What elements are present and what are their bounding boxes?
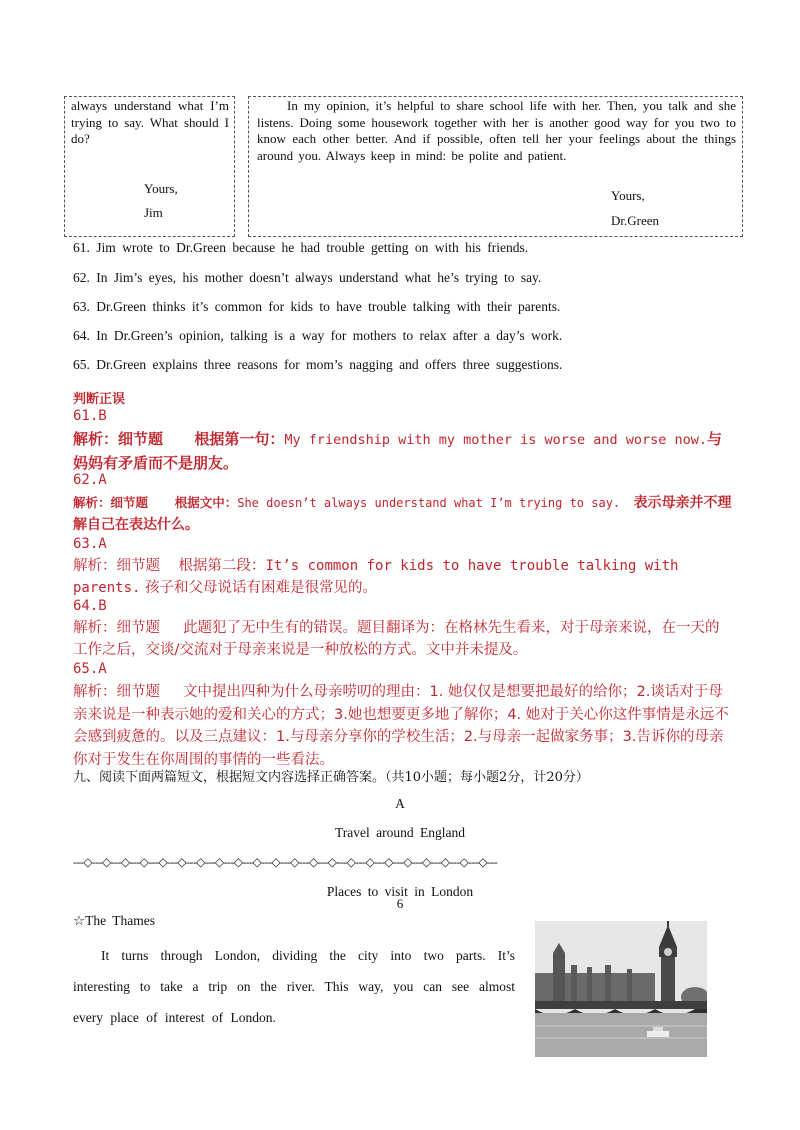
answer-62-basis: 根据文中： [174,495,238,510]
letter-right-box [248,96,743,237]
answer-64-label: 解析：细节题 [73,620,160,636]
answer-65-explanation [73,681,733,771]
london-big-ben-photo [535,921,707,1057]
decorative-divider: ---◇---◇---◇---◇---◇---◇---◇---◇---◇---◇---◇---◇---◇---◇---◇---◇---◇---◇---◇---◇---◇---◇--- [73,855,498,869]
answer-61-explanation [73,428,733,475]
answer-64-key: 64.B [73,598,107,614]
answer-63-key: 63.A [73,536,107,552]
question-62: 62. In Jim’s eyes, his mother doesn’t always understand what he’s trying to say. [73,270,542,285]
question-61: 61. Jim wrote to Dr.Green because he had trouble getting on with his friends. [73,240,529,255]
letter-left-signature: Jim [144,205,163,220]
answer-62-label: 解析：细节题 [73,495,149,510]
item-text-thames: It turns through London, dividing the city into two parts. It’s interesting to take a trip on the river. This way, you can see almost every place of interest of London. [73,948,515,1025]
letter-left-box [64,96,235,237]
answer-65-note: 文中提出四种为什么母亲唠叨的理由：1. 她仅仅是想要把最好的给你；2.谈话对于母亲来说是一种表示她的爱和关心的方式；3.她也想要更多地了解你；4. 她对于关心你这件事情是永远不会感到疲惫的。以及三点建议：1.与母亲分享你的学校生活；2.与母亲一起做家务事；3.告诉你的母亲你对于发生在你周围的事情的一些看法。 [73,684,729,768]
answer-64-note: 此题犯了无中生有的错误。题目翻译为：在格林先生看来，对于母亲来说，在一天的工作之后，交谈/交流对于母亲来说是一种放松的方式。文中并未提及。 [73,620,720,658]
letter-left-body: always understand what I’m trying to say. What should I do? [71,98,229,146]
letter-right-signature: Dr.Green [611,213,660,228]
answer-63-basis: 根据第二段： [178,558,266,574]
london-skyline-icon [535,921,707,1057]
answer-61-label: 解析：细节题 [73,430,164,448]
passage-subtitle: Places to visit in London [326,884,474,899]
answer-63-quote: It’s common for kids to have trouble talking with parents. [73,558,679,596]
answer-61-quote: My friendship with my mother is worse and worse now. [284,432,708,448]
question-65: 65. Dr.Green explains three reasons for mom’s nagging and offers three suggestions. [73,357,563,372]
question-64: 64. In Dr.Green’s opinion, talking is a way for mothers to relax after a day’s work. [73,328,563,343]
answer-63-explanation [73,555,733,599]
section-9-instruction: 九、阅读下面两篇短文，根据短文内容选择正确答案。（共10小题；每小题2分，计20分） [73,770,589,785]
answers-heading: 判断正误 [73,392,126,407]
answer-63-note: 孩子和父母说话有困难是很常见的。 [145,580,378,596]
passage-letter: A [395,796,405,811]
page-number: 6 [396,896,404,911]
answer-61-note: 与妈妈有矛盾而不是朋友。 [73,430,723,472]
letter-left-closing: Yours, [144,181,178,196]
answer-62-key: 62.A [73,472,107,488]
item-title-thames: ☆The Thames [73,913,155,928]
answer-65-key: 65.A [73,661,107,677]
answer-61-basis: 根据第一句： [194,430,285,448]
answer-63-label: 解析：细节题 [73,558,160,574]
answer-62-explanation [73,492,733,536]
answer-62-quote: She doesn’t always understand what I’m trying to say. [237,496,621,510]
passage-title: Travel around England [335,825,465,840]
answer-61-key: 61.B [73,408,107,424]
letter-right-closing: Yours, [611,188,645,203]
answer-65-label: 解析：细节题 [73,684,160,700]
answer-62-note: 表示母亲并不理解自己在表达什么。 [73,495,732,533]
answer-64-explanation [73,617,733,661]
letter-right-body: In my opinion, it’s helpful to share school life with her. Then, you talk and she listens. Doing some housework together with her is another good way for you two to know each other better. And if possible, often tell her your feelings about the things around you. Always keep in mind: be polite and patient. [257,98,736,163]
question-63: 63. Dr.Green thinks it’s common for kids to have trouble talking with their parents. [73,299,561,314]
